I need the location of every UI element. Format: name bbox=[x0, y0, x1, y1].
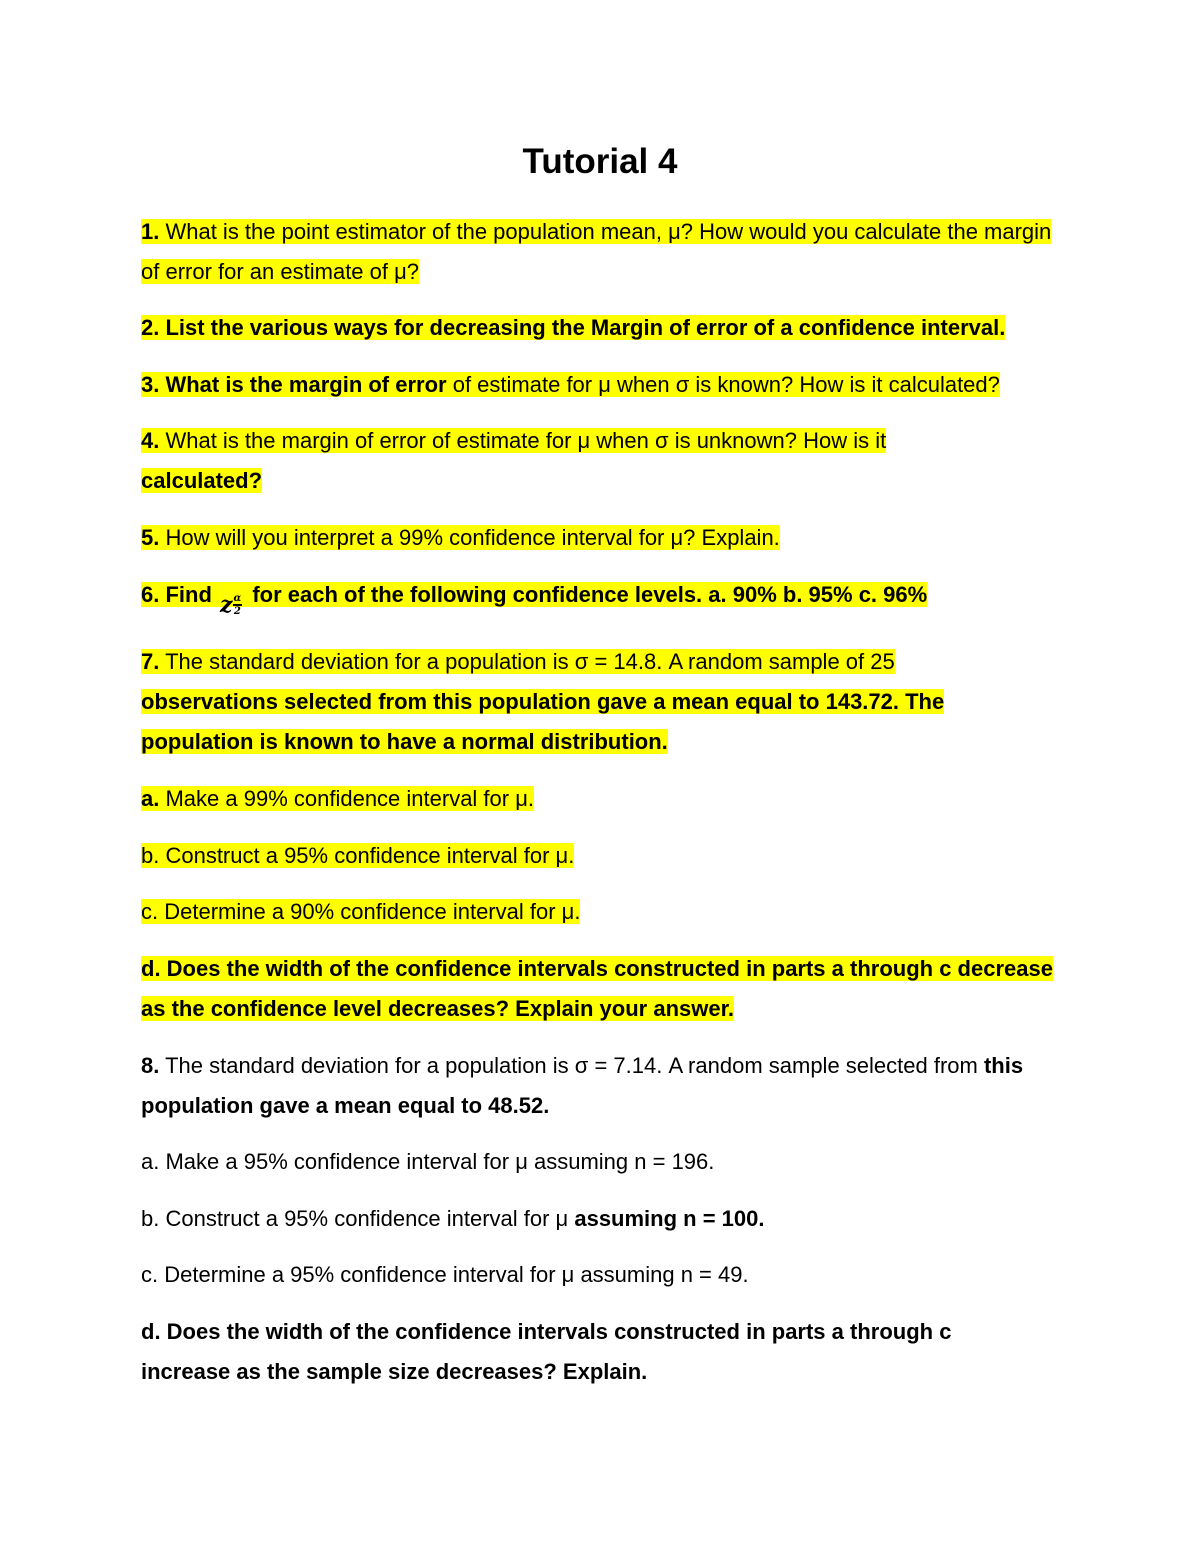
question-number: 1. bbox=[141, 219, 160, 244]
question-7-part-a bbox=[141, 779, 1061, 819]
z-alpha-over-2-symbol: z $\frac{\alpha}{2}$ bbox=[220, 592, 242, 618]
question-text: The standard deviation for a population is σ = 7.14. A random sample selected from bbox=[159, 1053, 984, 1078]
question-7-part-d bbox=[141, 949, 1061, 1029]
question-8-part-c bbox=[141, 1255, 1061, 1295]
question-1 bbox=[141, 212, 1061, 292]
question-8 bbox=[141, 1046, 1061, 1126]
question-bold-text: calculated? bbox=[141, 468, 263, 493]
question-bold-text: this population gave a mean equal to 48.52. bbox=[141, 1053, 1024, 1118]
question-text: The standard deviation for a population is σ = 14.8. A random sample of 25 bbox=[159, 649, 895, 674]
question-7-part-b bbox=[141, 836, 1061, 876]
question-number: 8. bbox=[141, 1053, 160, 1078]
part-text: Make a 99% confidence interval for μ. bbox=[159, 786, 535, 811]
question-text: of estimate for μ when σ is known? How is it calculated? bbox=[446, 372, 1000, 397]
question-number: 4. bbox=[141, 428, 160, 453]
question-number: 7. bbox=[141, 649, 160, 674]
part-text: b. Construct a 95% confidence interval for μ bbox=[141, 1206, 575, 1231]
part-bold-text: assuming n = 100. bbox=[574, 1206, 765, 1231]
question-text-prefix: 6. Find bbox=[141, 582, 218, 607]
question-6 bbox=[141, 575, 1061, 617]
question-text: How will you interpret a 99% confidence interval for μ? Explain. bbox=[159, 525, 780, 550]
question-2 bbox=[141, 308, 1061, 348]
part-text: a. Make a 95% confidence interval for μ assuming n = 196. bbox=[141, 1149, 715, 1174]
question-bold-text: observations selected from this population gave a mean equal to 143.72. The population is known to have a normal distribution. bbox=[141, 689, 945, 754]
question-4 bbox=[141, 421, 951, 501]
question-3 bbox=[141, 365, 1061, 405]
question-text: 2. List the various ways for decreasing the Margin of error of a confidence interval. bbox=[141, 315, 1006, 340]
question-8-part-d bbox=[141, 1312, 1041, 1392]
question-5 bbox=[141, 518, 1061, 558]
question-text: What is the margin of error of estimate for μ when σ is unknown? How is it bbox=[159, 428, 887, 453]
question-text-suffix: for each of the following confidence levels. a. 90% b. 95% c. 96% bbox=[246, 582, 928, 607]
question-8-part-b bbox=[141, 1199, 1061, 1239]
part-text: d. Does the width of the confidence intervals constructed in parts a through c decrease as the confidence level decreases? Explain your answer. bbox=[141, 956, 1053, 1021]
question-bold-text: 3. What is the margin of error bbox=[141, 372, 447, 397]
part-text: b. Construct a 95% confidence interval for μ. bbox=[141, 843, 575, 868]
part-text: d. Does the width of the confidence intervals constructed in parts a through c increase as the sample size decreases? Explain. bbox=[141, 1319, 952, 1384]
page-title: Tutorial 4 bbox=[522, 142, 678, 181]
question-text: What is the point estimator of the population mean, μ? How would you calculate the margin of error for an estimate of μ? bbox=[141, 219, 1052, 284]
question-7-part-c bbox=[141, 892, 1061, 932]
question-8-part-a bbox=[141, 1142, 1061, 1182]
question-7 bbox=[141, 642, 981, 762]
part-text: c. Determine a 95% confidence interval for μ assuming n = 49. bbox=[141, 1262, 749, 1287]
question-number: 5. bbox=[141, 525, 160, 550]
part-label: a. bbox=[141, 786, 160, 811]
part-text: c. Determine a 90% confidence interval for μ. bbox=[141, 899, 581, 924]
